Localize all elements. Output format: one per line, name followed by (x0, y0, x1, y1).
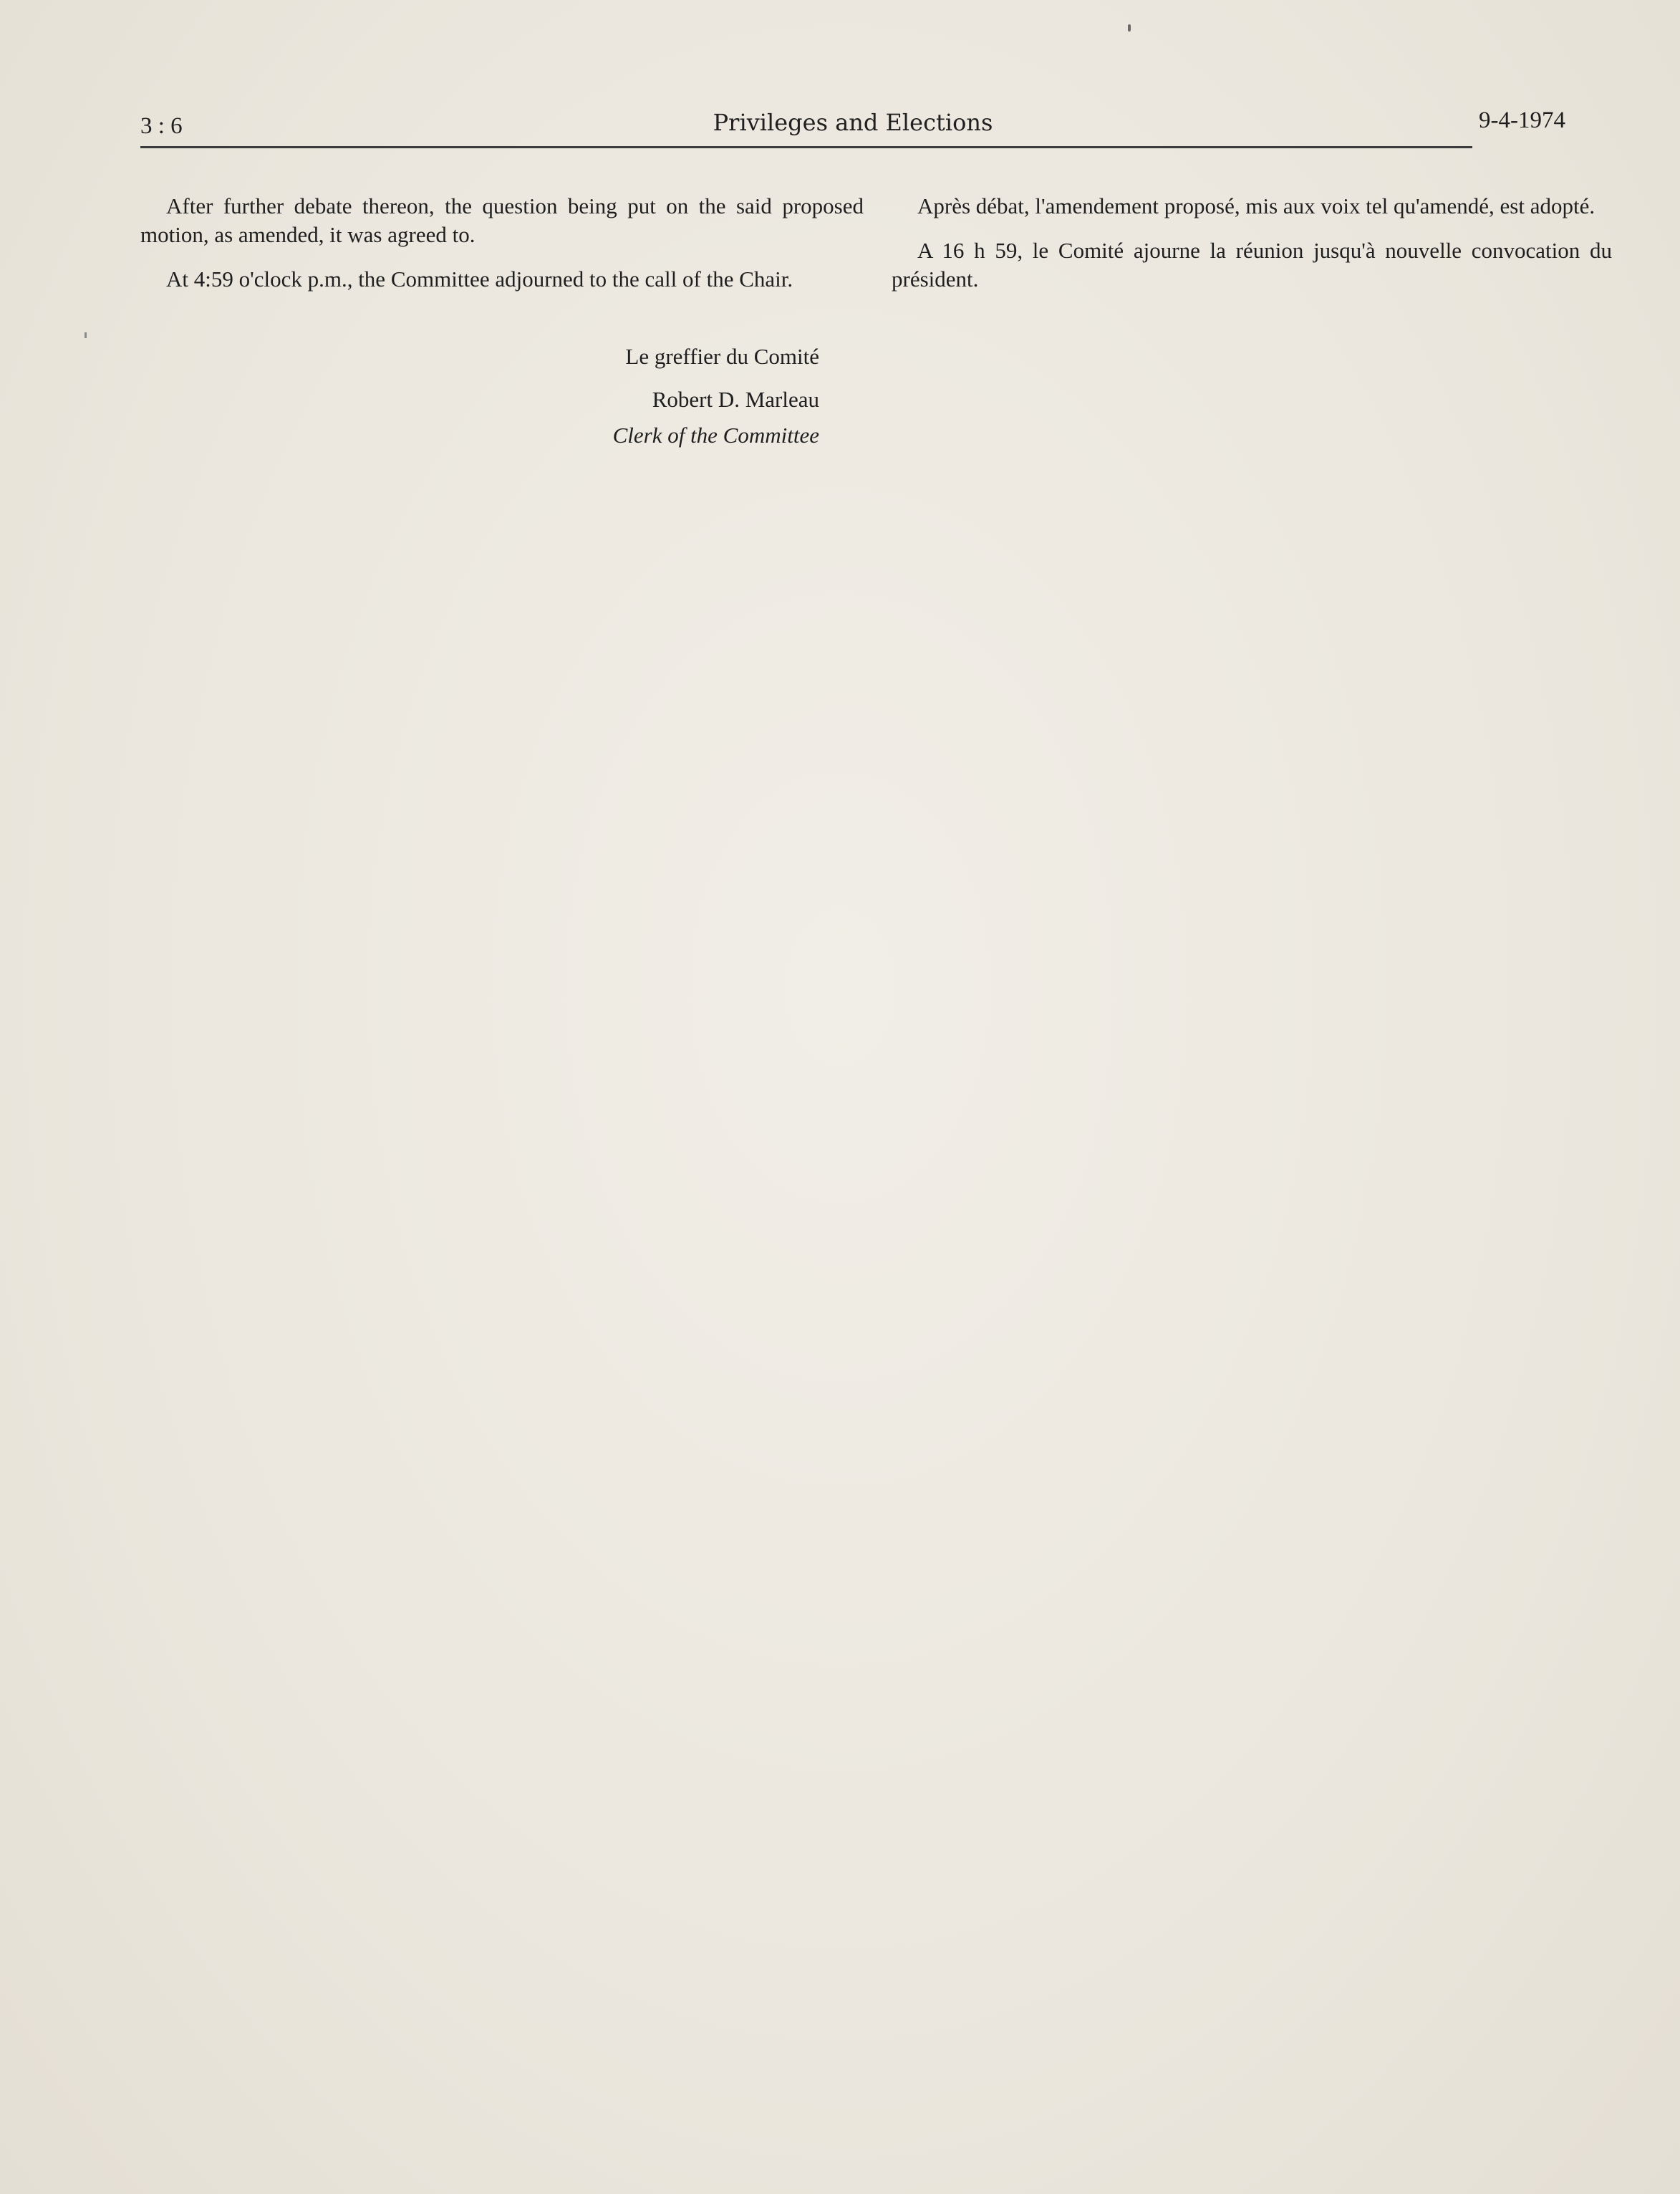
signature-title-en-block (140, 421, 864, 450)
signature-title-en: Clerk of the Committee (612, 423, 819, 448)
french-paragraph-debate: Après débat, l'amendement proposé, mis aux voix tel qu'amendé, est adopté. (917, 193, 1595, 218)
signature-title-fr: Le greffier du Comité (625, 344, 819, 369)
margin-mark (85, 332, 87, 338)
header-rule (140, 146, 1472, 148)
signature-name: Robert D. Marleau (652, 387, 819, 412)
french-column (892, 192, 1612, 309)
running-title: Privileges and Elections (713, 109, 993, 136)
page-speck (1128, 24, 1131, 32)
english-column (140, 192, 864, 309)
signature-name-block (140, 385, 864, 414)
header-date: 9-4-1974 (1479, 107, 1565, 133)
page-number: 3 : 6 (140, 113, 183, 139)
english-paragraph-debate: After further debate thereon, the question being put on the said proposed motion, as amended, it was agreed to. (140, 193, 864, 247)
french-paragraph-adjournment: A 16 h 59, le Comité ajourne la réunion jusqu'à nouvelle convocation du président. (892, 238, 1612, 292)
english-paragraph-adjournment: At 4:59 o'clock p.m., the Committee adjourned to the call of the Chair. (166, 266, 793, 292)
signature-title-fr-block (140, 342, 864, 371)
page-header (140, 106, 1565, 143)
